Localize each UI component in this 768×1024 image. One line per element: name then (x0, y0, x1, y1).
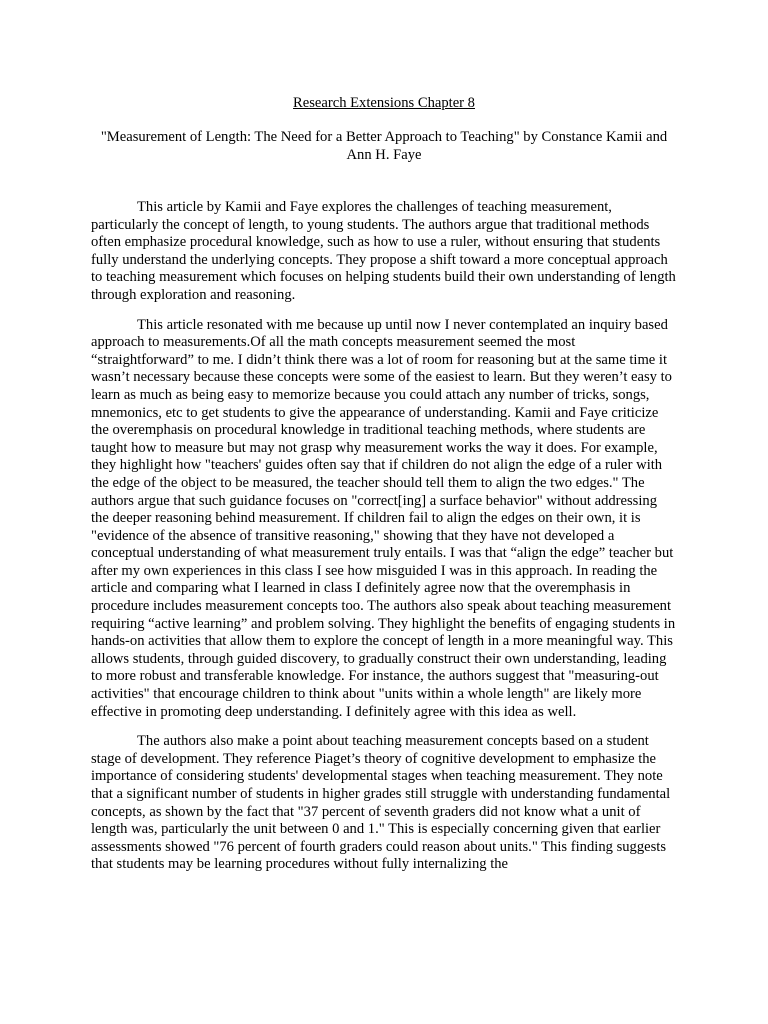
document-heading: Research Extensions Chapter 8 (293, 95, 475, 111)
paragraph-development: The authors also make a point about teaching measurement concepts based on a student stage of development. They reference Piaget’s theory of cognitive development to emphasize the importance of considering students' developmental stages when teaching measurement. They note that a significant number of students in higher grades still struggle with understanding fundamental concepts, as shown by the fact that "37 percent of seventh graders did not know what a unit of length was, particularly the unit between 0 and 1." This is especially concerning given that earlier assessments showed "76 percent of fourth graders could reason about units." This finding suggests that students may be learning procedures without fully internalizing the (91, 733, 671, 873)
paragraph-summary: This article by Kamii and Faye explores the challenges of teaching measurement, particularly the concept of length, to young students. The authors argue that traditional methods often emphasize procedural knowledge, such as how to use a ruler, without ensuring that students fully understand the underlying concepts. They propose a shift toward a more conceptual approach to teaching measurement which focuses on helping students build their own understanding of length through exploration and reasoning. (91, 199, 676, 303)
document-body (91, 94, 677, 874)
paragraph-reflection: This article resonated with me because up until now I never contemplated an inquiry based approach to measurements.Of all the math concepts measurement seemed the most “straightforward” to me. I didn’t think there was a lot of room for reasoning but at the same time it wasn’t necessary because these concepts were some of the easiest to learn. But they weren’t easy to learn as much as being easy to memorize because you could attach any number of tricks, songs, mnemonics, etc to get students to give the appearance of understanding. Kamii and Faye criticize the overemphasis on procedural knowledge in traditional teaching methods, where students are taught how to measure but may not grasp why measurement works the way it does. For example, they highlight how "teachers' guides often say that if children do not align the edge of a ruler with the edge of the object to be measured, the teacher should tell them to align the two edges." The authors argue that such guidance focuses on "correct[ing] a surface behavior" without addressing the deeper reasoning behind measurement. If children fail to align the edges on their own, it is "evidence of the absence of transitive reasoning," showing that they have not developed a conceptual understanding of what measurement truly entails. I was that “align the edge” teacher but after my own experiences in this class I see how misguided I was in this approach. In reading the article and comparing what I learned in class I definitely agree now that the overemphasis in procedure includes measurement concepts too. The authors also speak about teaching measurement requiring “active learning” and problem solving. They highlight the benefits of engaging students in hands-on activities that allow them to explore the concept of length in a more meaningful way. This allows students, through guided discovery, to gradually construct their own understanding, leading to more robust and transferable knowledge. For instance, the authors suggest that "measuring-out activities" that encourage children to think about "units within a whole length" are likely more effective in promoting deep understanding. I definitely agree with this idea as well. (91, 316, 676, 720)
article-citation: "Measurement of Length: The Need for a Better Approach to Teaching" by Constance Kamii and Ann H. Faye (100, 129, 668, 163)
